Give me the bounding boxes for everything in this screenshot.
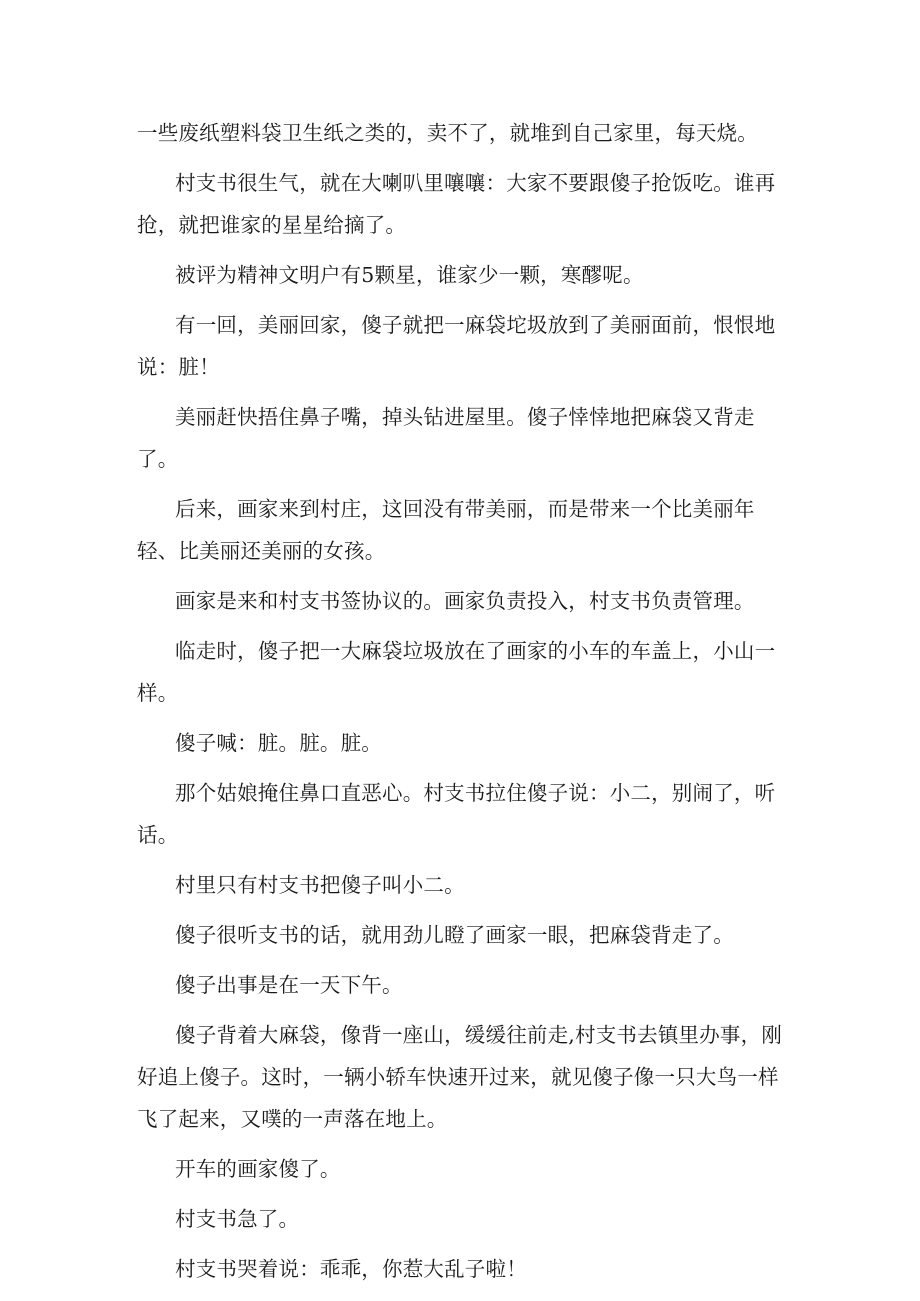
paragraph-10: 那个姑娘掩住鼻口直恶心。村支书拉住傻子说：小二，别闹了，听话。	[137, 781, 776, 847]
paragraph-4: 有一回，美丽回家，傻子就把一麻袋坨圾放到了美丽面前，恨恨地说：脏！	[137, 313, 776, 379]
story-text	[137, 112, 787, 1298]
paragraph-8: 临走时，傻子把一大麻袋垃圾放在了画家的小车的车盖上，小山一样。	[137, 639, 776, 705]
paragraph-13: 傻子出事是在一天下午。	[175, 973, 403, 997]
paragraph-1: 一些废纸塑料袋卫生纸之类的，卖不了，就堆到自己家里，每天烧。	[137, 121, 758, 145]
paragraph-2: 村支书很生气，就在大喇叭里嚷嚷：大家不要跟傻子抢饭吃。谁再抢，就把谁家的星星给摘了。	[137, 171, 776, 237]
paragraph-15: 开车的画家傻了。	[175, 1157, 341, 1181]
paragraph-6: 后来，画家来到村庄，这回没有带美丽，而是带来一个比美丽年轻、比美丽还美丽的女孩。	[137, 497, 755, 563]
paragraph-17: 村支书哭着说：乖乖，你惹大乱子啦！	[175, 1257, 527, 1281]
paragraph-5: 美丽赶快捂住鼻子嘴，掉头钻进屋里。傻子悻悻地把麻袋又背走了。	[137, 405, 755, 471]
paragraph-11: 村里只有村支书把傻子叫小二。	[175, 873, 465, 897]
paragraph-7: 画家是来和村支书签协议的。画家负责投入，村支书负责管理。	[175, 589, 755, 613]
paragraph-9: 傻子喊：脏。脏。脏。	[175, 731, 382, 755]
paragraph-12: 傻子很听支书的话，就用劲儿瞪了画家一眼，把麻袋背走了。	[175, 923, 734, 947]
paragraph-3: 被评为精神文明户有5颗星，谁家少一颗，寒醪呢。	[175, 263, 644, 287]
paragraph-14: 傻子背着大麻袋，像背一座山，缓缓往前走,村支书去镇里办事，刚好追上傻子。这时，一辆小轿车快速开过来，就见傻子像一只大鸟一样飞了起来，又噗的一声落在地上。	[137, 1023, 783, 1131]
paragraph-16: 村支书急了。	[175, 1207, 300, 1231]
